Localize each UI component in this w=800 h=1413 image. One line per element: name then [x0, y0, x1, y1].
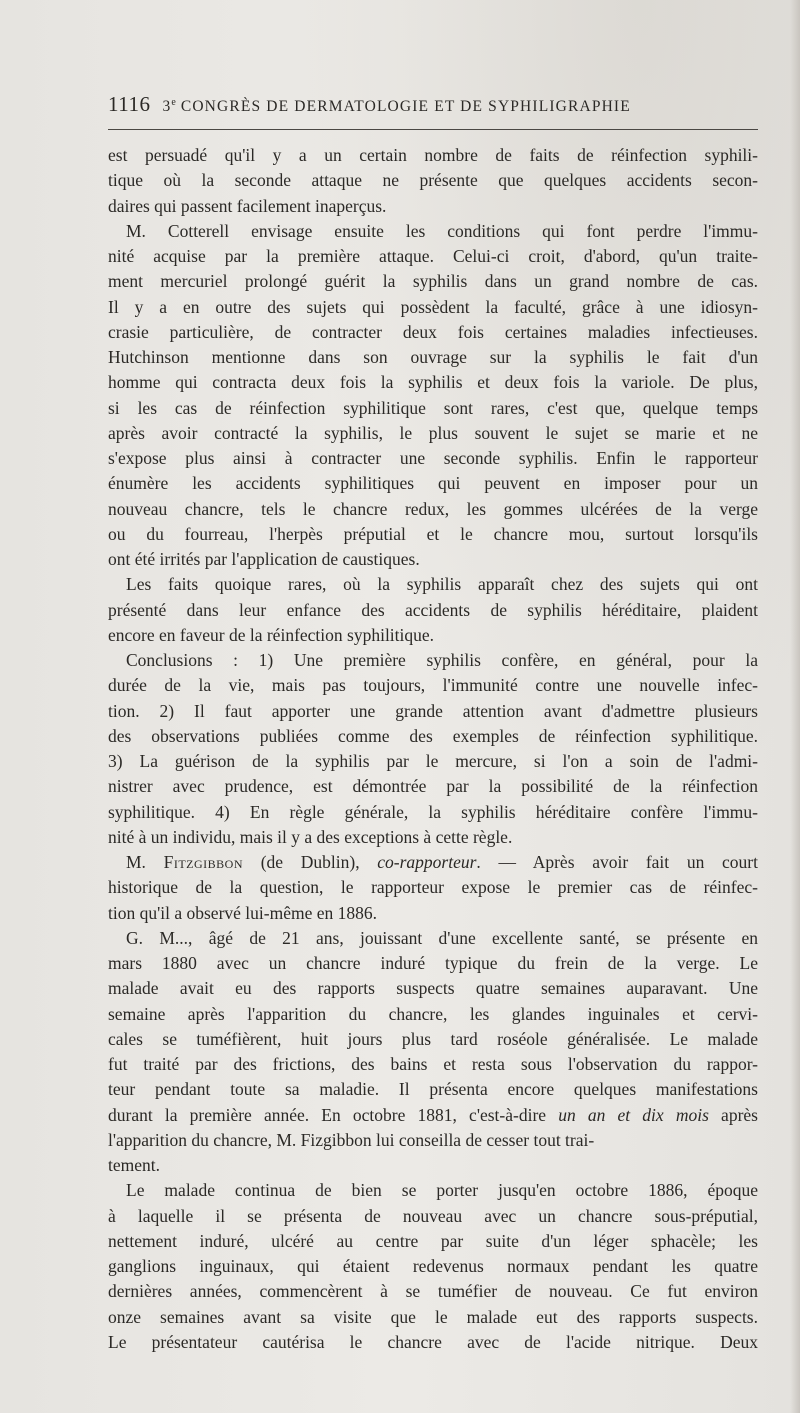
- text-line: ment mercuriel prolongé guérit la syphilis dans un grand nombre de cas.: [108, 271, 758, 292]
- text-line: Le malade continua de bien se porter jusqu'en octobre 1886, époque: [126, 1180, 758, 1201]
- fitz-middle: (de Dublin),: [243, 852, 378, 872]
- oct-prefix: durant la première année. En octobre 1881, c'est-à-dire: [108, 1104, 559, 1125]
- text-line: s'expose plus ainsi à contracter une seconde syphilis. Enfin le rapporteur: [108, 448, 758, 468]
- text-line: tion. 2) Il faut apporter une grande attention avant d'admettre plusieurs: [108, 700, 758, 721]
- ordinal-suffix: e: [171, 96, 176, 108]
- text-line: mars 1880 avec un chancre induré typique du frein de la verge. Le: [108, 953, 758, 973]
- text-line: énumère les accidents syphilitiques qui peuvent en imposer pour un: [108, 473, 758, 494]
- text-line: à laquelle il se présenta de nouveau avec un chancre sous-préputial,: [108, 1205, 758, 1226]
- text-line: si les cas de réinfection syphilitique sont rares, c'est que, quelque temps: [108, 397, 758, 418]
- text-line: tique où la seconde attaque ne présente que quelques accidents secon-: [108, 170, 758, 191]
- text-line: des observations publiées comme des exemples de réinfection syphilitique.: [108, 725, 758, 746]
- text-line: [108, 850, 758, 875]
- running-header: [108, 92, 758, 118]
- text-line: M. Cotterell envisage ensuite les conditions qui font perdre l'immu-: [126, 220, 758, 241]
- text-line: cales se tuméfièrent, huit jours plus tard roséole généralisée. Le malade: [108, 1028, 758, 1049]
- text-line: Les faits quoique rares, où la syphilis apparaît chez des sujets qui ont: [126, 574, 758, 595]
- text-line: présenté dans leur enfance des accidents de syphilis héréditaire, plaident: [108, 599, 758, 620]
- text-line: nouveau chancre, tels le chancre redux, les gommes ulcérées de la verge: [108, 498, 758, 519]
- text-line: fut traité par des frictions, des bains et resta sous l'observation du rappor-: [108, 1054, 758, 1074]
- text-line: Hutchinson mentionne dans son ouvrage sur la syphilis le fait d'un: [108, 347, 758, 367]
- text-line: tion qu'il a observé lui-même en 1886.: [108, 902, 377, 923]
- text-line: dernières années, commencèrent à se tuméfier de nouveau. Ce fut environ: [108, 1281, 758, 1302]
- text-line: après avoir contracté la syphilis, le plus souvent le sujet se marie et ne: [108, 422, 758, 443]
- role-italic: co-rapporteur: [377, 852, 477, 872]
- text-line: durée de la vie, mais pas toujours, l'immunité contre une nouvelle infec-: [108, 675, 758, 696]
- text-line: ou du fourreau, l'herpès préputial et le chancre mou, surtout lorsqu'ils: [108, 523, 758, 544]
- page-edge-shadow: [790, 0, 800, 1413]
- text-line: crasie particulière, de contracter deux fois certaines maladies infectieuses.: [108, 321, 758, 342]
- text-line: [108, 1103, 758, 1128]
- text-line: Conclusions : 1) Une première syphilis confère, en général, pour la: [126, 650, 758, 670]
- text-line: ont été irrités par l'application de caustiques.: [108, 549, 420, 569]
- text-line: encore en faveur de la réinfection syphilitique.: [108, 624, 435, 645]
- text-line: teur pendant toute sa maladie. Il présenta encore quelques manifestations: [108, 1079, 758, 1100]
- text-line: historique de la question, le rapporteur expose le premier cas de réinfec-: [108, 877, 758, 898]
- text-line: Le présentateur cautérisa le chancre avec de l'acide nitrique. Deux: [108, 1331, 758, 1352]
- text-line: 3) La guérison de la syphilis par le mercure, si l'on a soin de l'admi-: [108, 751, 758, 771]
- oct-italic: un an et dix mois: [558, 1104, 709, 1125]
- text-line: nistrer avec prudence, est démontrée par la possibilité de la réinfection: [108, 776, 758, 797]
- text-line: G. M..., âgé de 21 ans, jouissant d'une excellente santé, se présente en: [126, 927, 758, 948]
- text-line: daires qui passent facilement inaperçus.: [108, 195, 387, 216]
- fitz-prefix: M.: [126, 852, 164, 872]
- fitz-rest: . — Après avoir fait un court: [476, 852, 758, 872]
- text-line: syphilitique. 4) En règle générale, la syphilis héréditaire confère l'immu-: [108, 801, 758, 822]
- congress-title: CONGRÈS DE DERMATOLOGIE ET DE SYPHILIGRAPHIE: [180, 98, 631, 115]
- congress-ordinal: 3: [162, 98, 172, 115]
- text-line: semaine après l'apparition du chancre, les glandes inguinales et cervi-: [108, 1003, 758, 1024]
- body-text: [108, 143, 758, 1355]
- oct-rest: après: [708, 1104, 758, 1125]
- text-line: tement.: [108, 1155, 160, 1175]
- text-line: l'apparition du chancre, M. Fizgibbon lui conseilla de cesser tout trai-: [108, 1129, 595, 1150]
- header-rule: [108, 129, 758, 130]
- text-line: nité à un individu, mais il y a des exceptions à cette règle.: [108, 826, 513, 847]
- page-number: 1116: [108, 92, 151, 116]
- text-line: est persuadé qu'il y a un certain nombre de faits de réinfection syphili-: [108, 145, 758, 165]
- text-line: nettement induré, ulcéré au centre par suite d'un léger sphacèle; les: [108, 1230, 758, 1251]
- text-line: nité acquise par la première attaque. Celui-ci croit, d'abord, qu'un traite-: [108, 246, 758, 266]
- text-line: malade avait eu des rapports suspects quatre semaines auparavant. Une: [108, 978, 758, 999]
- text-line: homme qui contracta deux fois la syphilis et deux fois la variole. De plus,: [108, 372, 758, 393]
- text-line: Il y a en outre des sujets qui possèdent la faculté, grâce à une idiosyn-: [108, 296, 758, 317]
- running-title: [162, 97, 630, 116]
- text-line: ganglions inguinaux, qui étaient redevenus normaux pendant les quatre: [108, 1256, 758, 1276]
- text-line: onze semaines avant sa visite que le malade eut des rapports suspects.: [108, 1306, 758, 1327]
- author-name: Fitzgibbon: [163, 852, 244, 872]
